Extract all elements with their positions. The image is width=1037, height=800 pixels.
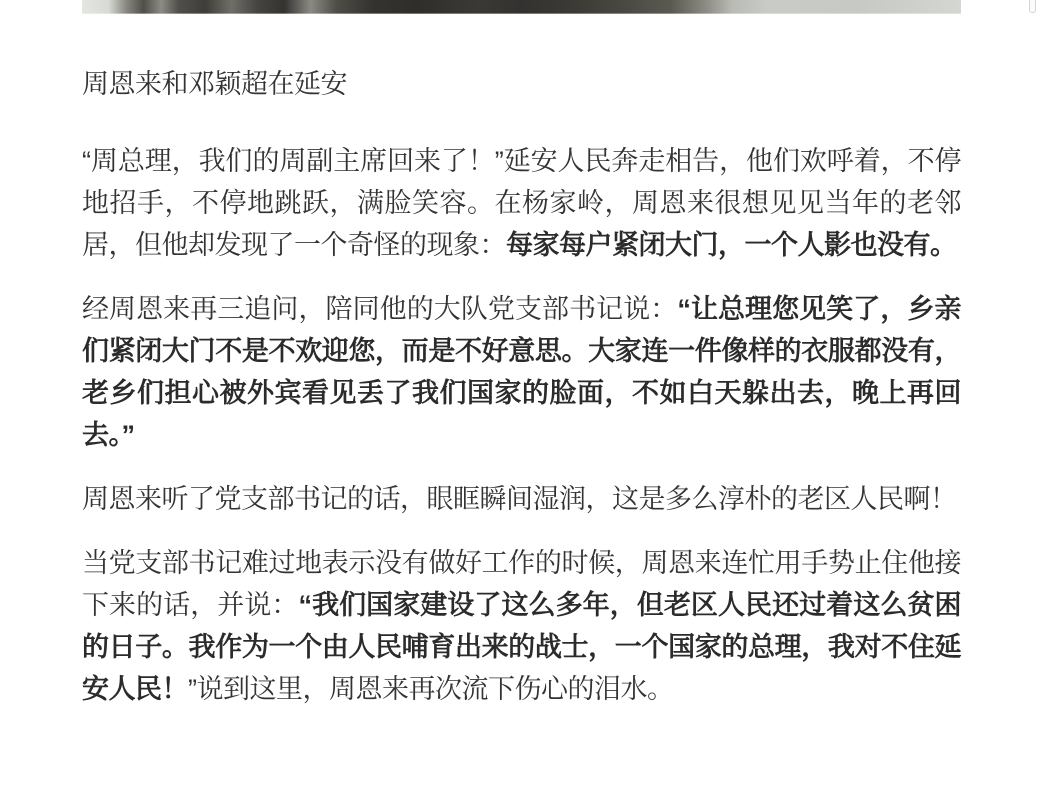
paragraph	[82, 478, 961, 520]
bold-text-run: “我们国家建设了这么多年，但老区人民还过着这么贫困的日子。我作为一个由人民哺育出来的战士，一个国家的总理，我对不住延安人民！	[82, 590, 961, 704]
text-run: 周恩来听了党支部书记的话，眼眶瞬间湿润，这是多么淳朴的老区人民啊！	[82, 484, 957, 514]
paragraph	[82, 542, 961, 710]
article-photo	[82, 0, 961, 14]
paragraph	[82, 140, 961, 266]
bold-text-run: 每家每户紧闭大门，一个人影也没有。	[506, 230, 957, 260]
article-body	[82, 140, 961, 710]
bold-text-run: “让总理您见笑了，乡亲们紧闭大门不是不欢迎您，而是不好意思。大家连一件像样的衣服都没有，老乡们担心被外宾看见丢了我们国家的脸面，不如白天躲出去，晚上再回去。”	[82, 294, 961, 450]
text-run: ”说到这里，周恩来再次流下伤心的泪水。	[188, 674, 674, 704]
text-run: 当党支部书记难过地表示没有做好工作的时候，周恩来连忙用手势止住他接下来的话，并说：	[82, 548, 961, 620]
paragraph	[82, 288, 961, 456]
text-run: 经周恩来再三追问，陪同他的大队党支部书记说：	[82, 294, 678, 324]
text-run: “周总理，我们的周副主席回来了！”延安人民奔走相告，他们欢呼着，不停地招手，不停地跳跃，满脸笑容。在杨家岭，周恩来很想见见当年的老邻居，但他却发现了一个奇怪的现象：	[82, 146, 961, 260]
article-content	[82, 0, 961, 732]
photo-caption: 周恩来和邓颖超在延安	[82, 69, 347, 99]
scrollbar-thumb[interactable]	[1029, 0, 1036, 13]
